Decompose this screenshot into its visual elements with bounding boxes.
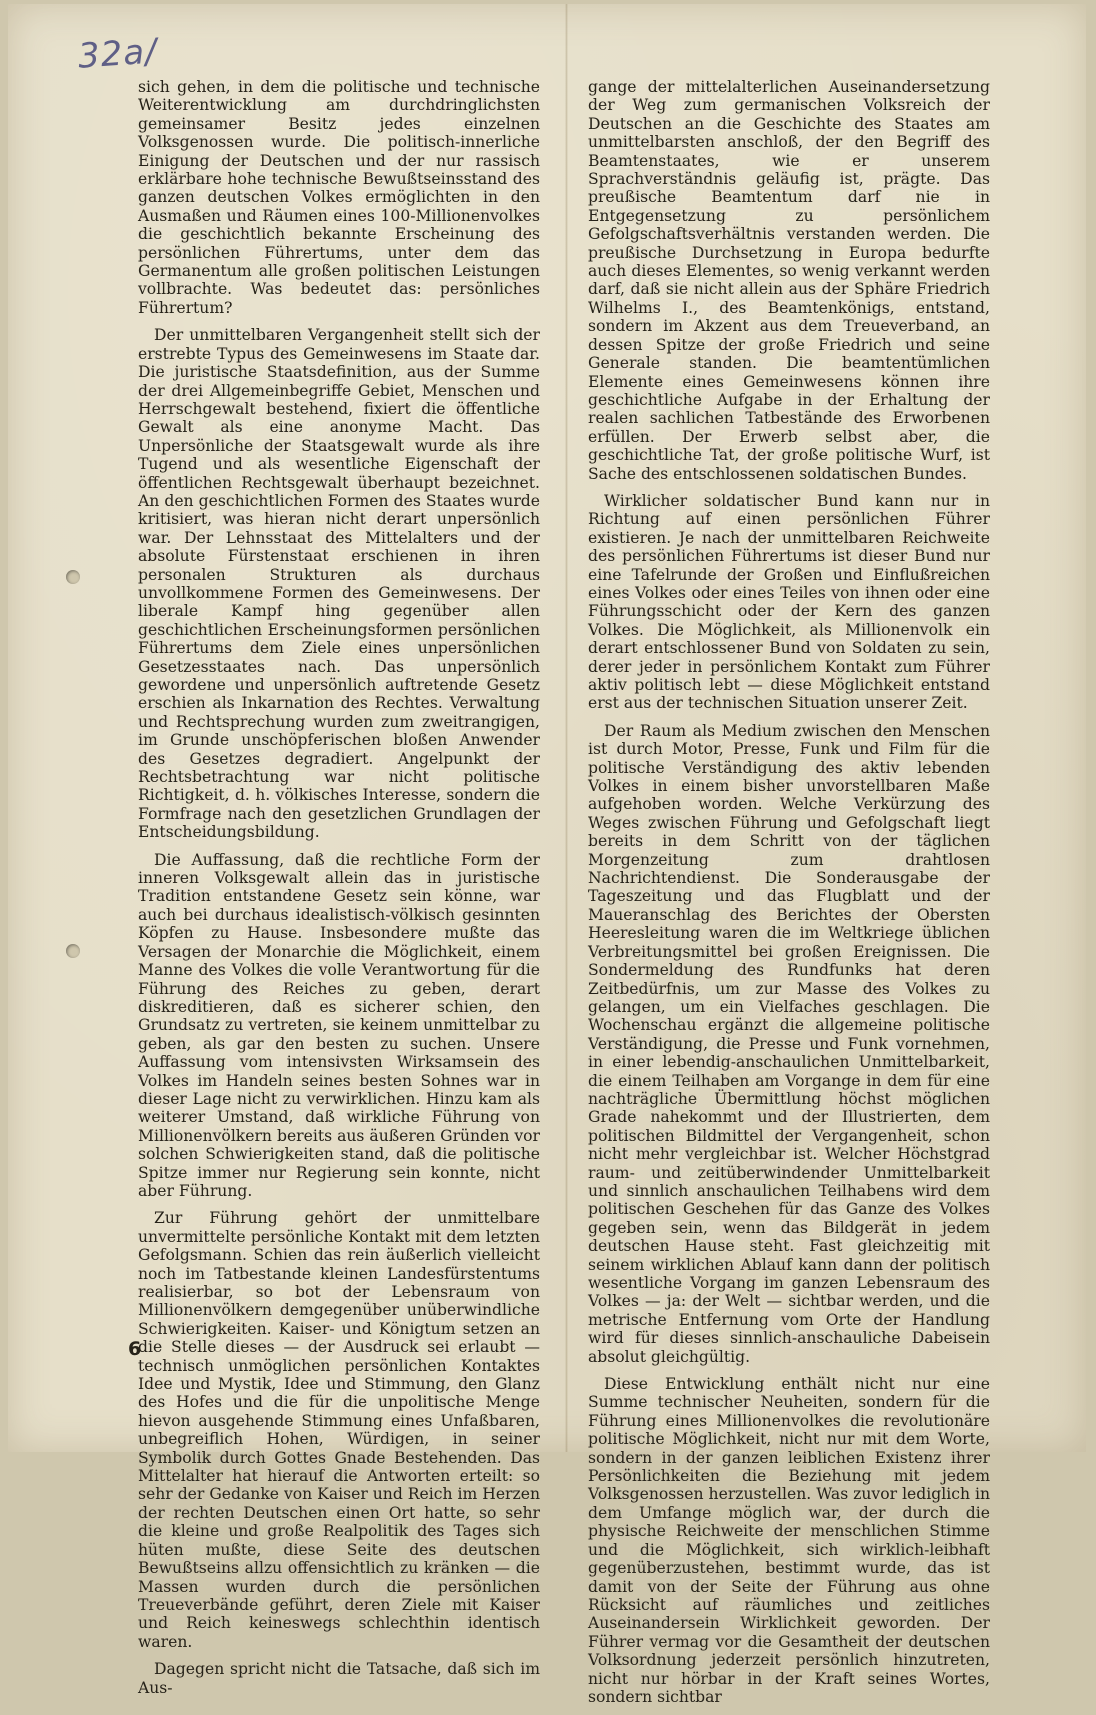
paragraph: Zur Führung gehört der unmittelbare unvermittelte persönliche Kontakt mit dem letzten Gefolgsmann. Schien das rein äußerlich vielleicht noch im Tatbestande kleinen Landesfürstentums realisierbar, so bot der Lebensraum von Millionenvölkern demgegenüber unüberwindliche Schwierigkeiten. Kaiser- und Königtum setzen an die Stelle dieses — der Ausdruck sei erlaubt — technisch unmöglichen persönlichen Kontaktes Idee und Mystik, Idee und Stimmung, den Glanz des Hofes und die für die unpolitische Menge hievon ausgehende Stimmung eines Unfaßbaren, unbegreiflich Hohen, Würdigen, in seiner Symbolik durch Gottes Gnade Bestehenden. Das Mittelalter hat hierauf die Antworten erteilt: so sehr der Gedanke von Kaiser und Reich im Herzen der rechten Deutschen einen Ort hatte, so sehr die kleine und große Realpolitik des Tages sich hüten mußte, diese Seite des deutschen Bewußtseins allzu offensichtlich zu kränken — die Massen wurden durch die persönlichen Treueverbände geführt, deren Ziele mit Kaiser und Reich keineswegs schlechthin identisch waren. bbox=[138, 1209, 540, 1651]
left-text-column bbox=[138, 78, 540, 1706]
handwritten-annotation: 32a/ bbox=[76, 31, 159, 77]
paragraph: Diese Entwicklung enthält nicht nur eine Summe technischer Neuheiten, sondern für die Führung eines Millionenvolkes die revolutionäre politische Möglichkeit, nicht nur mit dem Worte, sondern in der ganzen leiblichen Existenz ihrer Persönlichkeiten die Beziehung mit jedem Volksgenossen herzustellen. Was zuvor lediglich in dem Umfange möglich war, der durch die physische Reichweite der menschlichen Stimme und die Möglichkeit, sich wirklich-leibhaft gegenüberzustehen, bestimmt wurde, das ist damit von der Seite der Führung aus ohne Rücksicht auf räumliches und zeitliches Auseinandersein Wirklichkeit geworden. Der Führer vermag vor die Gesamtheit der deutschen Volksordnung jederzeit persönlich hinzutreten, nicht nur hörbar in der Kraft seines Wortes, sondern sichtbar bbox=[588, 1375, 990, 1706]
right-text-column bbox=[588, 78, 990, 1715]
paragraph: Der Raum als Medium zwischen den Menschen ist durch Motor, Presse, Funk und Film für die politische Verständigung des aktiv lebenden Volkes in einem bisher unvorstellbaren Maße aufgehoben worden. Welche Verkürzung des Weges zwischen Führung und Gefolgschaft liegt bereits in dem Schritt von der täglichen Morgenzeitung zum drahtlosen Nachrichtendienst. Die Sonderausgabe der Tageszeitung und das Flugblatt und der Maueranschlag des Berichtes der Obersten Heeresleitung waren die im Weltkriege üblichen Verbreitungsmittel bei großen Ereignissen. Die Sondermeldung des Rundfunks hat deren Zeitbedürfnis, um zur Masse des Volkes zu gelangen, um ein Vielfaches geschlagen. Die Wochenschau ergänzt die allgemeine politische Verständigung, die Presse und Funk vornehmen, in einer lebendig-anschaulichen Unmittelbarkeit, die einem Teilhaben am Vorgange in dem für eine nachträgliche Übermittlung höchst möglichen Grade nahekommt und der Illustrierten, dem politischen Bildmittel der Vergangenheit, schon nicht mehr vergleichbar ist. Welcher Höchstgrad raum- und zeitüberwindender Unmittelbarkeit und sinnlich anschaulichen Teilhabens wird dem politischen Geschehen für das Ganze des Volkes gegeben sein, wenn das Bildgerät in jedem deutschen Hause steht. Fast gleichzeitig mit seinem wirklichen Ablauf kann dann der politisch wesentliche Vorgang im ganzen Lebensraum des Volkes — ja: der Welt — sichtbar werden, und die metrische Entfernung vom Orte der Handlung wird für dieses sinnlich-anschauliche Dabeisein absolut gleichgültig. bbox=[588, 721, 990, 1366]
punch-hole-bottom bbox=[66, 944, 80, 958]
paragraph: Dagegen spricht nicht die Tatsache, daß sich im Aus- bbox=[138, 1660, 540, 1697]
page-fold-crease bbox=[565, 4, 568, 1452]
paragraph: Die Auffassung, daß die rechtliche Form der inneren Volksgewalt allein das in juristische Tradition entstandene Gesetz sein könne, war auch bei durchaus idealistisch-völkisch gesinnten Köpfen zu Hause. Insbesondere mußte das Versagen der Monarchie die Möglichkeit, einem Manne des Volkes die volle Verantwortung für die Führung des Reiches zu geben, derart diskreditieren, daß es sicherer schien, den Grundsatz zu vertreten, sie keinem unmittelbar zu geben, als gar den besten zu suchen. Unsere Auffassung vom intensivsten Wirksamsein des Volkes im Handeln seines besten Sohnes war in dieser Lage nicht zu verwirklichen. Hinzu kam als weiterer Umstand, daß wirkliche Führung von Millionenvölkern bereits aus äußeren Gründen vor solchen Schwierigkeiten stand, daß die politische Spitze immer nur Regierung sein konnte, nicht aber Führung. bbox=[138, 850, 540, 1200]
page-number: 6 bbox=[128, 1338, 142, 1360]
paragraph: Wirklicher soldatischer Bund kann nur in Richtung auf einen persönlichen Führer existieren. Je nach der unmittelbaren Reichweite des persönlichen Führertums ist dieser Bund nur eine Tafelrunde der Großen und Einflußreichen eines Volkes oder eines Teiles von ihnen oder eine Führungsschicht oder der Kern des ganzen Volkes. Die Möglichkeit, als Millionenvolk ein derart entschlossener Bund von Soldaten zu sein, derer jeder in persönlichem Kontakt zum Führer aktiv politisch lebt — diese Möglichkeit entstand erst aus der technischen Situation unserer Zeit. bbox=[588, 491, 990, 713]
paragraph: Der unmittelbaren Vergangenheit stellt sich der erstrebte Typus des Gemeinwesens im Staate dar. Die juristische Staatsdefinition, aus der Summe der drei Allgemeinbegriffe Gebiet, Menschen und Herrschgewalt bestehend, fixiert die öffentliche Gewalt als eine anonyme Macht. Das Unpersönliche der Staatsgewalt wurde als ihre Tugend und als wesentliche Eigenschaft der öffentlichen Rechtsgewalt überhaupt bezeichnet. An den geschichtlichen Formen des Staates wurde kritisiert, was hieran nicht derart unpersönlich war. Der Lehnsstaat des Mittelalters und der absolute Fürstenstaat erschienen in ihren personalen Strukturen als durchaus unvollkommene Formen des Gemeinwesens. Der liberale Kampf hing gegenüber allen geschichtlichen Erscheinungsformen persönlichen Führertums dem Ziele eines unpersönlichen Gesetzesstaates nach. Das unpersönlich gewordene und unpersönlich auftretende Gesetz erschien als Inkarnation des Rechtes. Verwaltung und Rechtsprechung wurden zum zweitrangigen, im Grunde unschöpferischen bloßen Anwender des Gesetzes degradiert. Angelpunkt der Rechtsbetrachtung war nicht politische Richtigkeit, d. h. völkisches Interesse, sondern die Formfrage nach den gesetzlichen Grundlagen der Entscheidungsbildung. bbox=[138, 326, 540, 842]
paragraph: sich gehen, in dem die politische und technische Weiterentwicklung am durchdringlichsten gemeinsamer Besitz jedes einzelnen Volksgenossen wurde. Die politisch-innerliche Einigung der Deutschen und der nur rassisch erklärbare hohe technische Bewußtseinsstand des ganzen deutschen Volkes ermöglichten in den Ausmaßen und Räumen eines 100-Millionenvolkes die geschichtlich bekannte Erscheinung des persönlichen Führertums, unter dem das Germanentum alle großen politischen Leistungen vollbrachte. Was bedeutet das: persönliches Führertum? bbox=[138, 78, 540, 317]
paragraph: gange der mittelalterlichen Auseinandersetzung der Weg zum germanischen Volksreich der Deutschen an die Geschichte des Staates am unmittelbarsten anschloß, der den Begriff des Beamtenstaates, wie er unserem Sprachverständnis geläufig ist, prägte. Das preußische Beamtentum darf nie in Entgegensetzung zu persönlichem Gefolgschaftsverhältnis verstanden werden. Die preußische Durchsetzung in Europa bedurfte auch dieses Elementes, so wenig verkannt werden darf, daß sie nicht allein aus der Sphäre Friedrich Wilhelms I., des Beamtenkönigs, entstand, sondern im Akzent aus dem Treueverband, an dessen Spitze der große Friedrich und seine Generale standen. Die beamtentümlichen Elemente eines Gemeinwesens können ihre geschichtliche Aufgabe in der Erhaltung der realen sachlichen Tatbestände des Erworbenen erfüllen. Der Erwerb selbst aber, die geschichtliche Tat, der große politische Wurf, ist Sache des entschlossenen soldatischen Bundes. bbox=[588, 78, 990, 483]
punch-hole-top bbox=[66, 570, 80, 584]
